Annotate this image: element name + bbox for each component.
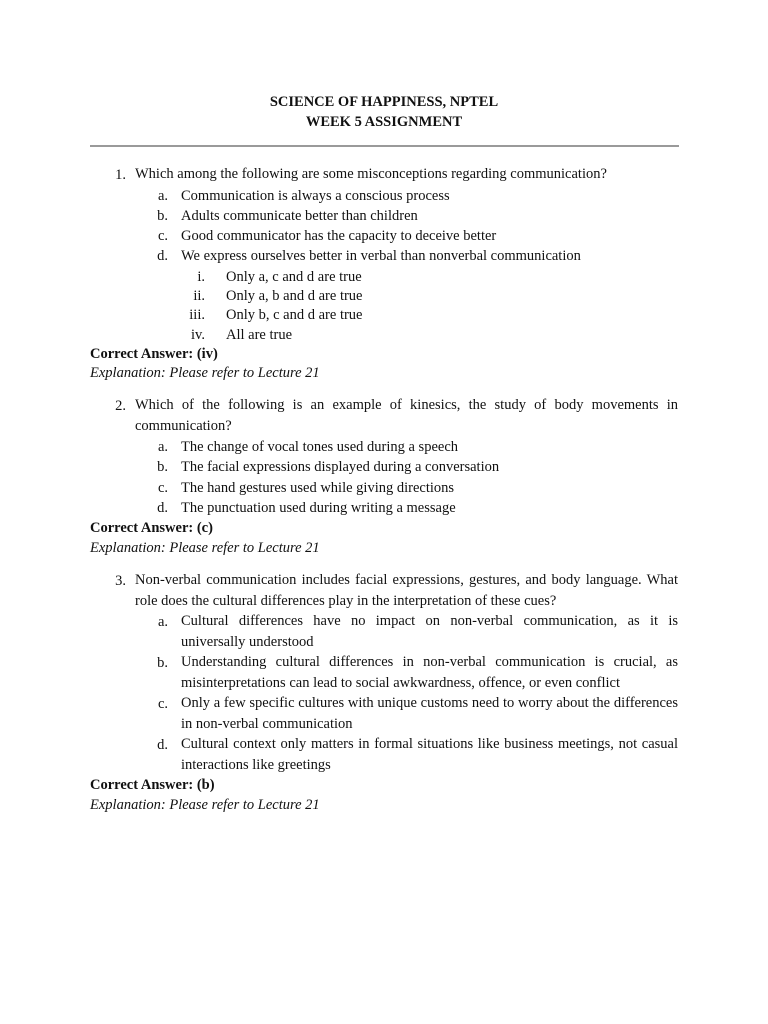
option-letter: c. [157,480,168,496]
question-text: Non-verbal communication includes facial expressions, gestures, and body language. What role does the cultural differences play in the interpretation of these cues? [135,572,678,609]
option-letter: a. [157,188,168,204]
option-letter: b. [157,655,168,671]
option-text: Adults communicate better than children [181,208,418,224]
option-letter: d. [157,248,168,264]
option-text: Good communicator has the capacity to deceive better [181,228,497,244]
option-letter: d. [157,500,168,516]
option-text: Understanding cultural differences in non-verbal communication is crucial, as misinterpretations can lead to social awkwardness, offence, or even conflict [181,654,678,691]
option-letter: a. [157,439,168,455]
option-letter: c. [157,228,168,244]
question-number: 2. [115,398,126,414]
choice-text: Only a, c and d are true [226,269,362,285]
choice-numeral: i. [197,269,205,285]
choice-numeral: ii. [193,288,205,304]
option-text: The hand gestures used while giving directions [181,480,455,496]
option-letter: d. [157,737,168,753]
option-text: The change of vocal tones used during a speech [181,439,459,455]
choice-numeral: iii. [189,307,205,323]
option-text: Communication is always a conscious process [181,188,450,204]
choice-numeral: iv. [191,327,205,343]
question-number: 1. [115,167,126,183]
choice-text: Only a, b and d are true [226,288,363,304]
option-text: The punctuation used during writing a message [181,500,456,516]
explanation: Explanation: Please refer to Lecture 21 [90,365,320,381]
correct-answer: Correct Answer: (iv) [90,346,218,362]
option-text: Cultural context only matters in formal situations like business meetings, not casual interactions like greetings [181,736,678,773]
option-letter: a. [157,614,168,630]
explanation: Explanation: Please refer to Lecture 21 [90,797,320,813]
option-text: Only a few specific cultures with unique customs need to worry about the differences in non-verbal communication [181,695,678,732]
question-text: Which of the following is an example of kinesics, the study of body movements in communication? [135,397,678,434]
question-text: Which among the following are some misconceptions regarding communication? [135,166,607,182]
correct-answer: Correct Answer: (c) [90,520,213,536]
question-number: 3. [115,573,126,589]
option-letter: b. [157,208,168,224]
header-divider [90,145,679,147]
choice-text: Only b, c and d are true [226,307,363,323]
option-text: We express ourselves better in verbal than nonverbal communication [181,248,581,264]
explanation: Explanation: Please refer to Lecture 21 [90,540,320,556]
document-title: SCIENCE OF HAPPINESS, NPTEL [269,94,499,110]
option-letter: c. [157,696,168,712]
option-text: The facial expressions displayed during a conversation [181,459,500,475]
document-subtitle: WEEK 5 ASSIGNMENT [305,114,463,130]
option-text: Cultural differences have no impact on non-verbal communication, as it is universally understood [181,613,678,650]
correct-answer: Correct Answer: (b) [90,777,215,793]
option-letter: b. [157,459,168,475]
choice-text: All are true [226,327,293,343]
